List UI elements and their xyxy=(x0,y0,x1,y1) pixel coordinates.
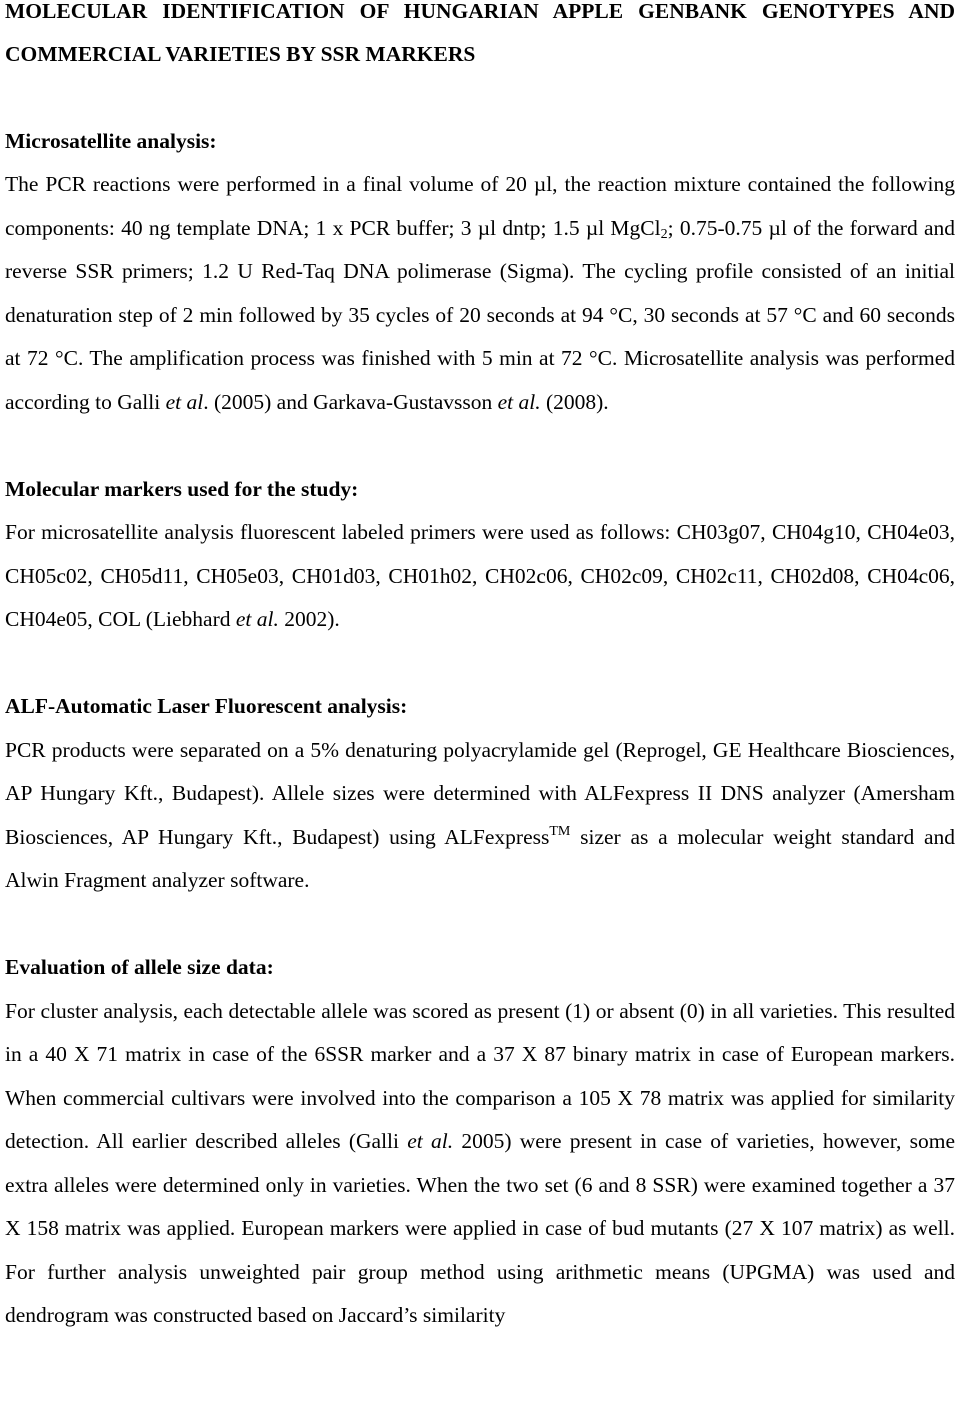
italic-text: et al. xyxy=(235,607,279,631)
text-run: ; 0.75-0.75 µl of the forward and reverse SSR primers; 1.2 U Red-Taq DNA polimerase (Sigma). The cycling profile consisted of an initial denaturation step of 2 min followed by 35 cycles of 20 seconds at 94 °C, 30 seconds at 57 °C and 60 seconds at 72 °C. The amplification process was finished with 5 min at 72 °C. Microsatellite analysis was performed according to Galli xyxy=(5,215,956,414)
text-run: The PCR reactions were performed in a final volume of 20 µl, the reaction mixture contained the following components: 40 ng template DNA; 1 x PCR buffer; 3 µl dntp; 1.5 µl MgCl xyxy=(5,172,955,240)
document-page xyxy=(5,0,955,1338)
spacer xyxy=(5,76,955,120)
text-run: 2002). xyxy=(278,607,340,631)
paragraph-evaluation xyxy=(5,990,955,1338)
section-heading-microsatellite: Microsatellite analysis: xyxy=(5,128,217,153)
text-run: . (2005) and Garkava-Gustavsson xyxy=(203,389,498,414)
text-run: 2005) were present in case of varieties, however, some extra alleles were determined only in varieties. When the two set (6 and 8 SSR) were examined together a 37 X 158 matrix was applied. European markers were applied in case of bud mutants (27 X 107 matrix) as well. For further analysis unweighted pair group method using arithmetic means (UPGMA) was used and dendrogram was constructed based on Jaccard’s similarity xyxy=(5,1129,955,1327)
section-heading-evaluation: Evaluation of allele size data: xyxy=(5,955,274,979)
paragraph-alf xyxy=(5,729,955,903)
italic-text: et al. xyxy=(407,1129,454,1153)
paragraph-microsatellite xyxy=(5,163,955,424)
text-run: For microsatellite analysis fluorescent labeled primers were used as follows: CH03g07, CH04g10, CH04e03, CH05c02, CH05d11, CH05e03, CH01d03, CH01h02, CH02c06, CH02c09, CH02c11, CH02d08, CH04c06, CH04e05, COL (Liebhard xyxy=(5,520,955,631)
text-run: For cluster analysis, each detectable allele was scored as present (1) or absent (0) in all varieties. This resulted in a 40 X 71 matrix in case of the 6SSR marker and a 37 X 87 binary matrix in case of European markers. When commercial cultivars were involved into the comparison a 105 X 78 matrix was applied for similarity detection. All earlier described alleles (Galli xyxy=(5,998,955,1153)
text-run: (2008). xyxy=(540,389,609,414)
italic-text: et al xyxy=(165,389,204,414)
spacer xyxy=(5,642,955,686)
spacer xyxy=(5,903,955,947)
paragraph-markers xyxy=(5,511,955,642)
section-heading-markers: Molecular markers used for the study: xyxy=(5,476,359,501)
italic-text: et al. xyxy=(497,389,541,414)
trademark-superscript: TM xyxy=(549,823,571,839)
subscript: 2 xyxy=(660,226,668,242)
text-run: PCR products were separated on a 5% denaturing polyacrylamide gel (Reprogel, GE Healthcare Biosciences, AP Hungary Kft., Budapest). Allele sizes were determined with ALFexpress II DNS analyzer (Amersham Biosciences, AP Hungary Kft., Budapest) using ALFexpress xyxy=(5,737,955,849)
spacer xyxy=(5,424,955,468)
section-heading-alf: ALF-Automatic Laser Fluorescent analysis: xyxy=(5,694,408,718)
text-run: sizer as a molecular weight standard and Alwin Fragment analyzer software. xyxy=(5,824,955,892)
paper-title: MOLECULAR IDENTIFICATION OF HUNGARIAN APPLE GENBANK GENOTYPES AND COMMERCIAL VARIETIES BY SSR MARKERS xyxy=(5,0,955,66)
